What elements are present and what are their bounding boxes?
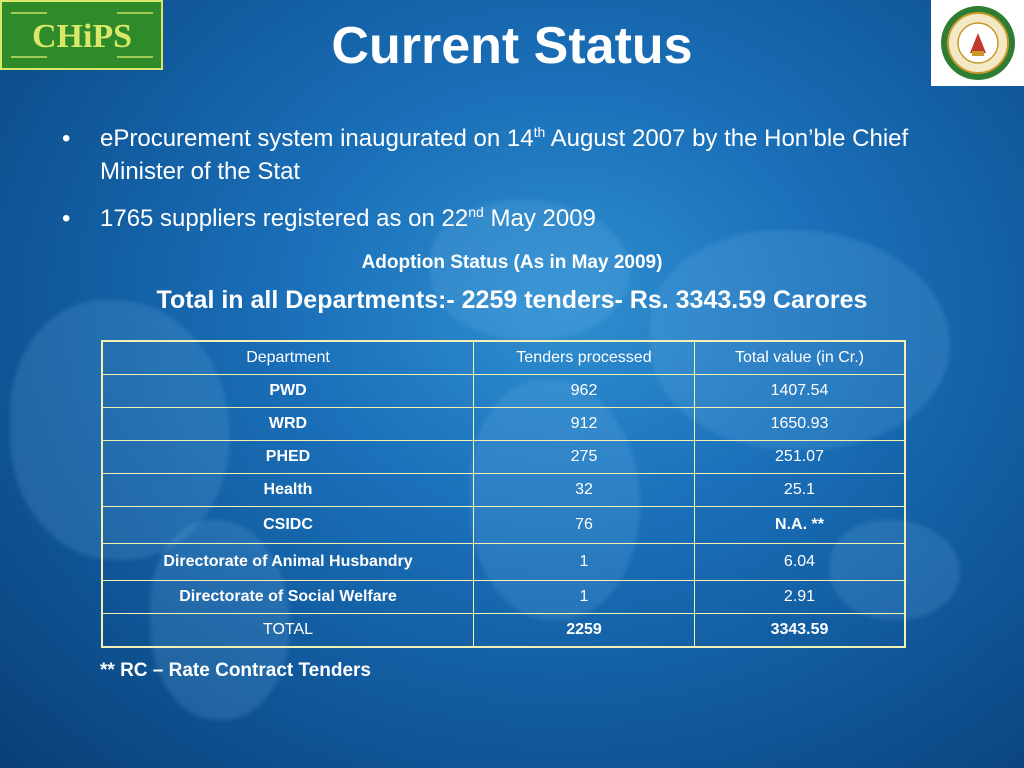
chips-logo-text: CHiPS — [31, 18, 132, 55]
value-cell: 1650.93 — [695, 408, 906, 441]
tenders-cell: 2259 — [474, 614, 695, 648]
column-header-department: Department — [102, 341, 474, 375]
bullet-text-sup: th — [533, 124, 546, 140]
bullet-item-inauguration — [62, 122, 922, 188]
department-cell: PHED — [102, 441, 474, 474]
bullet-text-sup: nd — [468, 204, 484, 220]
bullet-item-suppliers — [62, 202, 922, 235]
value-cell: 2.91 — [695, 581, 906, 614]
table-row — [102, 544, 905, 581]
value-cell: N.A. ** — [695, 507, 906, 544]
bullet-text-pre: 1765 suppliers registered as on 22 — [100, 205, 469, 232]
tenders-cell: 32 — [474, 474, 695, 507]
table-row — [102, 375, 905, 408]
tenders-cell: 1 — [474, 544, 695, 581]
footnote: ** RC – Rate Contract Tenders — [100, 660, 371, 681]
bullet-dot: • — [62, 205, 71, 232]
tenders-cell: 275 — [474, 441, 695, 474]
value-cell: 6.04 — [695, 544, 906, 581]
department-cell: Directorate of Social Welfare — [102, 581, 474, 614]
tenders-cell: 912 — [474, 408, 695, 441]
table-row — [102, 408, 905, 441]
slide-title: Current Status — [331, 17, 693, 75]
tenders-cell: 1 — [474, 581, 695, 614]
table-row — [102, 474, 905, 507]
value-cell: 251.07 — [695, 441, 906, 474]
bullet-list — [62, 122, 922, 249]
table-total-row — [102, 614, 905, 648]
bullet-dot: • — [62, 125, 71, 152]
column-header-tenders: Tenders processed — [474, 341, 695, 375]
table-row — [102, 581, 905, 614]
bullet-text-post: May 2009 — [483, 205, 596, 232]
column-header-total-value: Total value (in Cr.) — [695, 341, 906, 375]
tenders-cell: 76 — [474, 507, 695, 544]
adoption-status-heading: Adoption Status (As in May 2009) — [361, 252, 663, 273]
total-summary: Total in all Departments:- 2259 tenders- Rs. 3343.59 Carores — [156, 286, 868, 314]
value-cell: 3343.59 — [695, 614, 906, 648]
department-cell: Health — [102, 474, 474, 507]
department-cell: WRD — [102, 408, 474, 441]
department-cell: PWD — [102, 375, 474, 408]
tenders-cell: 962 — [474, 375, 695, 408]
adoption-status-table — [101, 340, 906, 648]
department-cell: TOTAL — [102, 614, 474, 648]
bullet-text-post: August 2007 by the Hon’ble Chief Minister of the Stat — [100, 125, 909, 185]
table-header-row — [102, 341, 905, 375]
department-cell: Directorate of Animal Husbandry — [102, 544, 474, 581]
value-cell: 25.1 — [695, 474, 906, 507]
table-row — [102, 441, 905, 474]
value-cell: 1407.54 — [695, 375, 906, 408]
bullet-text-pre: eProcurement system inaugurated on 14 — [100, 125, 534, 152]
department-cell: CSIDC — [102, 507, 474, 544]
table-row — [102, 507, 905, 544]
